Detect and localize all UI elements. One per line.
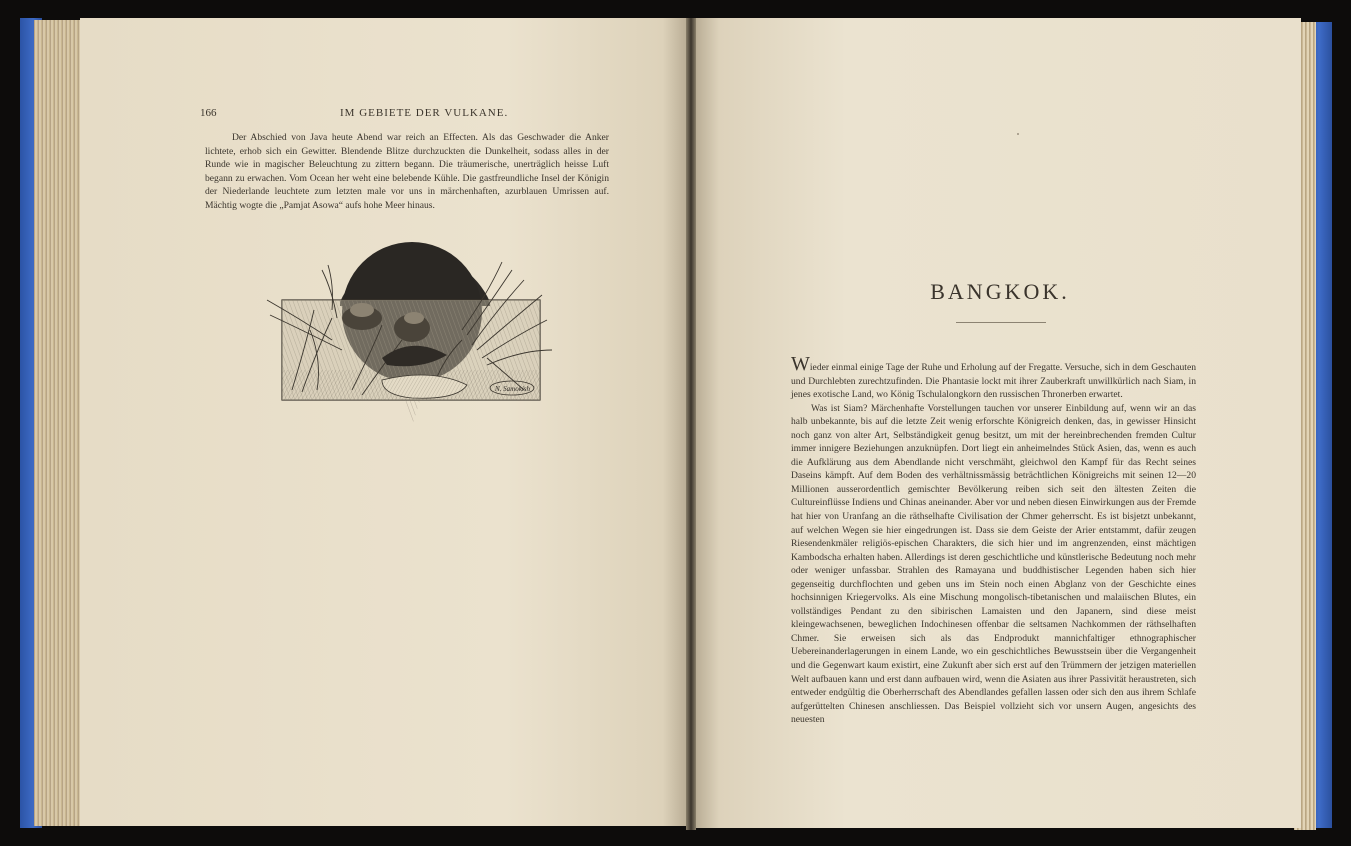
second-paragraph: Was ist Siam? Märchenhafte Vorstellungen tauchen vor unserer Einbildung auf, wenn wir an das halb unbekannte, bis auf die letzte Zeit wenig erforschte Königreich denken, das, in gewisser Hinsicht noch ganz von alter Art, Selbständigkeit genug besitzt, um mit der hereinbrechenden fremden Cultur immer innigere Beziehungen anzuknüpfen. Dort liegt ein anheimelndes Stück Asien, das, wenn es auch die Aufklärung aus dem Abendlande nicht verschmäht, gleichwol den Kampf für das Recht seines Daseins kämpft. Auf dem Boden des verhältnissmässig beträchtlichen Königreichs mit seinen 12—20 Millionen ausserordentlich gemischter Bevölkerung reiben sich seit den ältesten Zeiten die Cultureinflüsse Indiens und Chinas aneinander. Aber vor und neben diesen Einwirkungen aus der Fremde hat hier von Uranfang an die räthselhafte Civilisation der Chmer geherrscht. Es ist bisjetzt unbekannt, auf welchen Wegen sie hier eingedrungen ist. Dass sie dem Geiste der Arier entstammt, dafür zeugen Riesendenkmäler religiös-epischen Charakters, die sich hier und im angrenzenden, einst mächtigen Kambodscha erhalten haben. Allerdings ist deren geschichtliche und künstlerische Bedeutung noch mehr oder weniger unfassbar. Strahlen des Ramayana und buddhistischer Legenden haben sich hier gegenseitig durchflochten und geben uns im Stein noch einen Abglanz von der Geschichte eines hochsinnigen Kriegervolks. Als eine Mischung mongolisch-tibetanischen und malaiischen Blutes, ein vollständiges Pendant zu den sibirischen Lamaisten und den Japanern, sind diese meist kleingewachsenen, beweglichen Indochinesen offenbar die seltsamen Nachkommen der räthselhaften Chmer. Sie erweisen sich als das Endprodukt mannichfaltiger ethnographischer Uebereinanderlagerungen in einem Lande, wo ein geschichtliches Bewusstsein über die Vergangenheit und die Gegenwart kaum existirt, eine Zukunft aber sich erst auf den Trümmern der jetzigen materiellen Welt aufbauen kann und erst dann aufbauen wird, wenn die Asiaten aus ihrer Passivität heraustreten, sich entweder endgültig die Oberherrschaft des Abendlandes gefallen lassen oder sich den aus ihrem Schlafe aufgerüttelten Chinesen anschliessen. Das Beispiel vollzieht sich vor unsern Augen, angesichts des neuesten (791, 402, 1196, 726)
vignette-illustration (262, 240, 554, 430)
page-block-left-edge (34, 20, 82, 826)
running-title: IM GEBIETE DER VULKANE. (340, 107, 509, 119)
right-page-body (791, 353, 1196, 727)
page-number: 166 (200, 107, 217, 119)
first-paragraph (791, 353, 1196, 402)
book-gutter (686, 18, 696, 830)
artist-signature: N. Samokish (495, 385, 530, 393)
chapter-title: BANGKOK. (930, 279, 1070, 304)
chapter-title-rule (956, 322, 1046, 323)
paper-speck (1017, 133, 1019, 135)
drop-cap: W (791, 353, 810, 375)
left-page-paragraph: Der Abschied von Java heute Abend war reich an Effecten. Als das Geschwader die Anker lichtete, erhob sich ein Gewitter. Blendende Blitze durchzuckten die Dunkelheit, sodass alles in der Runde wie in magischer Beleuchtung zu zittern begann. Die träumerische, unerträglich heisse Luft begann zu erwachen. Vom Ocean her weht eine belebende Kühle. Die gastfreundliche Insel der Königin der Niederlande leuchtete zum letzten male vor uns in märchenhaften, azurblauen Umrissen auf. Mächtig wogte die „Pamjat Asowa“ aufs hohe Meer hinaus. (205, 132, 609, 211)
first-paragraph-text: ieder einmal einige Tage der Ruhe und Erholung auf der Fregatte. Versuche, sich in dem Geschauten und Durchlebten zurechtzufinden. Die Phantasie lockt mit ihrer Zauberkraft unwillkürlich nach Siam, in jenes exotische Land, wo König Tschulalongkorn den russischen Thronerben erwartet. (791, 362, 1196, 401)
